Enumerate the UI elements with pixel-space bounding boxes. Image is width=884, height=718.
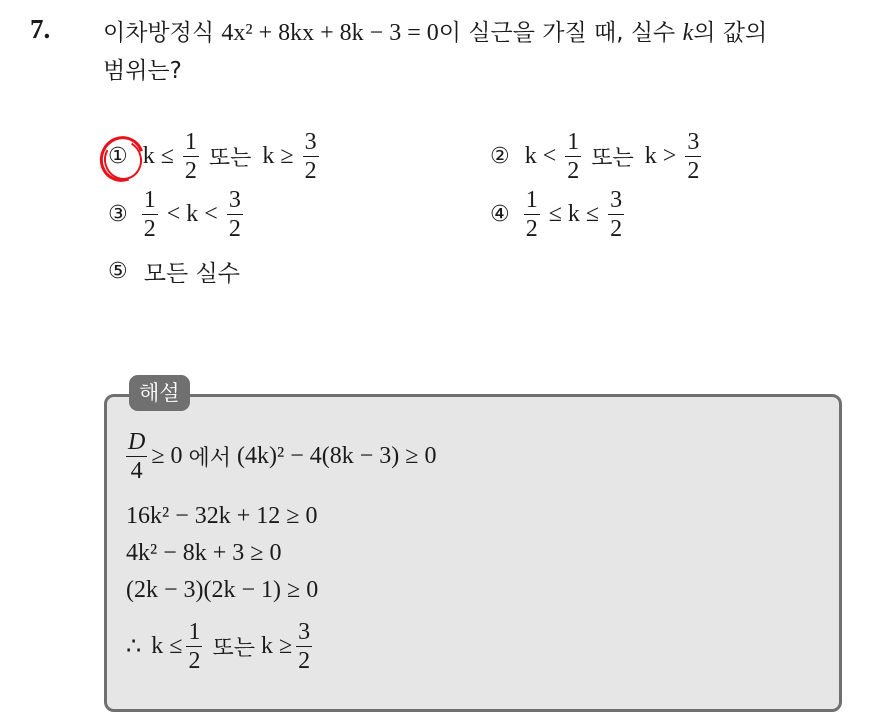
solution-line-1-a: ≥ 0: [151, 443, 183, 469]
question-equation: 4x² + 8kx + 8k − 3 = 0: [221, 20, 439, 46]
choice-5[interactable]: [108, 255, 246, 288]
solution-line-3: 4k² − 8k + 3 ≥ 0: [126, 540, 282, 566]
solution-line-5-fraction-a: $\frac{1}{2}$: [188, 619, 201, 674]
choice-1-word: 또는: [208, 146, 252, 171]
choice-2[interactable]: [490, 130, 705, 183]
choice-3-middle: < k <: [166, 201, 218, 227]
choice-1-right: k ≥: [262, 143, 294, 169]
choice-5-number: ⑤: [108, 259, 128, 284]
choice-2-right: k >: [644, 143, 677, 169]
choice-3[interactable]: [108, 188, 247, 241]
therefore-symbol: ∴: [126, 634, 142, 660]
choice-4[interactable]: [490, 188, 628, 241]
choice-4-fraction-a: $\frac{1}{2}$: [525, 187, 538, 242]
choice-4-fraction-b: $\frac{3}{2}$: [610, 187, 623, 242]
solution-line-5-b: k ≥: [260, 633, 293, 659]
solution-line-5-fraction-b: $\frac{3}{2}$: [298, 619, 311, 674]
choice-2-word: 또는: [591, 146, 634, 171]
choice-1-left: k ≤: [142, 143, 174, 169]
choice-2-fraction-a: $\frac{1}{2}$: [567, 129, 580, 184]
solution-line-5-word: 또는: [212, 636, 255, 661]
question-line2: 범위는?: [103, 58, 182, 84]
question-prefix: 이차방정식: [103, 20, 215, 46]
choice-2-left: k <: [524, 143, 557, 169]
solution-fraction-d4: $\frac{D}{4}$: [128, 429, 146, 484]
choice-4-middle: ≤ k ≤: [548, 201, 600, 227]
solution-line-1-b: (4k)² − 4(8k − 3) ≥ 0: [237, 443, 437, 469]
solution-line-5-a: k ≤: [151, 633, 183, 659]
choice-4-number: ④: [490, 202, 510, 227]
choice-2-number: ②: [490, 144, 510, 169]
choice-1-fraction-b: $\frac{3}{2}$: [304, 129, 317, 184]
choice-3-fraction-b: $\frac{3}{2}$: [228, 187, 241, 242]
question-text: [103, 14, 873, 90]
solution-line-4: (2k − 3)(2k − 1) ≥ 0: [126, 577, 319, 603]
solution-label: 해설: [129, 375, 190, 411]
question-middle: 이 실근을 가질 때, 실수: [438, 20, 676, 46]
choice-1-number: ①: [108, 144, 128, 169]
solution-line-1-word: 에서: [188, 446, 232, 471]
solution-line-5: [126, 620, 316, 673]
question-suffix: 의 값의: [693, 20, 768, 46]
choice-3-fraction-a: $\frac{1}{2}$: [143, 187, 156, 242]
solution-line-1: [126, 430, 436, 483]
choice-5-text: 모든 실수: [143, 261, 240, 287]
solution-line-2: 16k² − 32k + 12 ≥ 0: [126, 503, 318, 529]
question-number: 7.: [30, 14, 51, 44]
question-variable: k: [682, 20, 694, 46]
choice-3-number: ③: [108, 202, 128, 227]
choice-2-fraction-b: $\frac{3}{2}$: [687, 129, 700, 184]
choice-1[interactable]: [108, 130, 323, 183]
choice-1-fraction-a: $\frac{1}{2}$: [184, 129, 197, 184]
